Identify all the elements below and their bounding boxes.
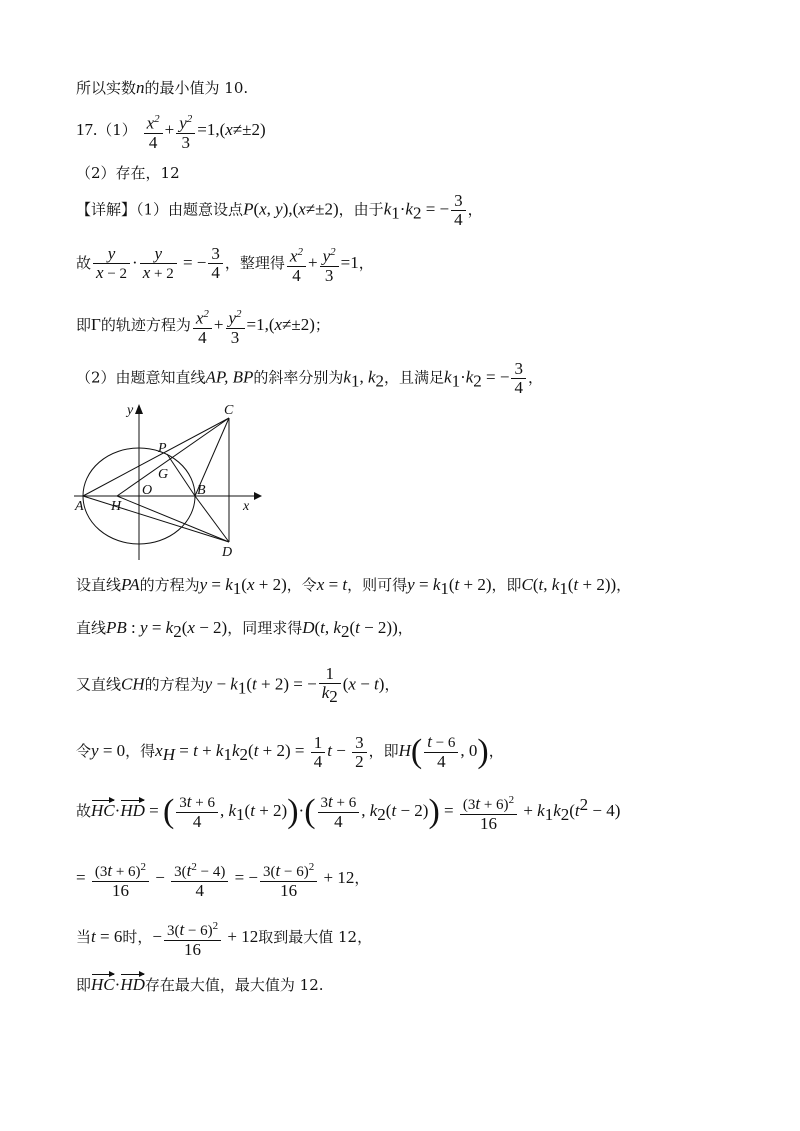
label-B: B [197,483,206,498]
detail-line-1: 【详解】（1）由题意设点P(x, y),(x≠±2)，由于$k_1\cdot k_2$ = − $\frac{3}{4}$ ， [76,191,483,229]
solution-line-7: 当t = 6时，− $\frac{3(t - 6)^2}{16}$ + 12取到最大值 12， [76,917,372,959]
x-axis-arrow [254,492,262,500]
detail-line-3: 即Γ的轨迹方程为 $\frac{x^2}{4}$ + $\frac{y^2}{3}$ =1,(x≠±2)； [76,305,330,347]
part2-line: （2）由题意知直线AP, BP的斜率分别为$k_1$, $k_2$，且满足$k_1\cdot k_2$ = − $\frac{3}{4}$ ， [76,359,543,397]
solution-line-6: = $\frac{(3t + 6)^2}{16}$ − $\frac{3(t^2 - 4)}{4}$ = − $\frac{3(t - 6)^2}{16}$ + 12， [76,858,369,900]
detail-line-2: 故 $\frac{y}{x - 2}$ · $\frac{y}{x + 2}$ = − $\frac{3}{4}$ ，整理得 $\frac{x^2}{4}$ + $\frac{y^2}{3}$ =1， [76,243,374,285]
line-AD [83,496,229,542]
line-AC [83,418,229,496]
geometry-figure [72,400,272,565]
line-PB [167,454,195,496]
label-G: G [158,467,169,482]
answer-17-2: （2）存在，12 [76,164,180,182]
solution-line-3: 又直线CH的方程为$y - k_1(t + 2)$ = − $\frac{1}{k_2}$ (x − t)， [76,664,400,706]
label-y: y [127,403,134,418]
solution-line-2: 直线PB : $y = k_2(x - 2)$，同理求得D(t, $k_2(t - 2)$)， [76,618,413,641]
label-D: D [222,545,233,560]
label-O: O [142,483,153,498]
label-H: H [111,499,122,514]
text-line-1: 所以实数n的最小值为 10. [76,78,249,97]
label-P: P [158,441,167,456]
solution-line-1: 设直线PA的方程为$y = k_1(x + 2)$，令x = t，则可得$y = k_1(t + 2)$，即C(t, $k_1(t + 2)$)， [76,575,632,598]
label-x: x [243,499,250,514]
label-C: C [224,403,234,418]
solution-line-5: 故HC·HD = ( $\frac{3t + 6}{4}$ , $k_1(t + 2))\cdot$( $\frac{3t + 6}{4}$ , $k_2(t - 2)$) = $\frac{(3t + 6)^2}{16}$ + $k_1k_2(t^2 - 4)$ [76,792,621,833]
label-A: A [75,499,84,514]
solution-line-8: 即HC·HD存在最大值，最大值为 12. [76,975,324,994]
y-axis-arrow [135,404,143,414]
solution-line-4: 令y = 0，得$x_H = t + k_1k_2(t + 2)$ = $\frac{1}{4}$ t − $\frac{3}{2}$ ，即H( $\frac{t - 6}{4}$ , 0)， [76,732,504,771]
answer-17-1: 17.（1） $\frac{x^2}{4}$ + $\frac{y^2}{3}$ =1,(x≠±2) [76,110,266,152]
